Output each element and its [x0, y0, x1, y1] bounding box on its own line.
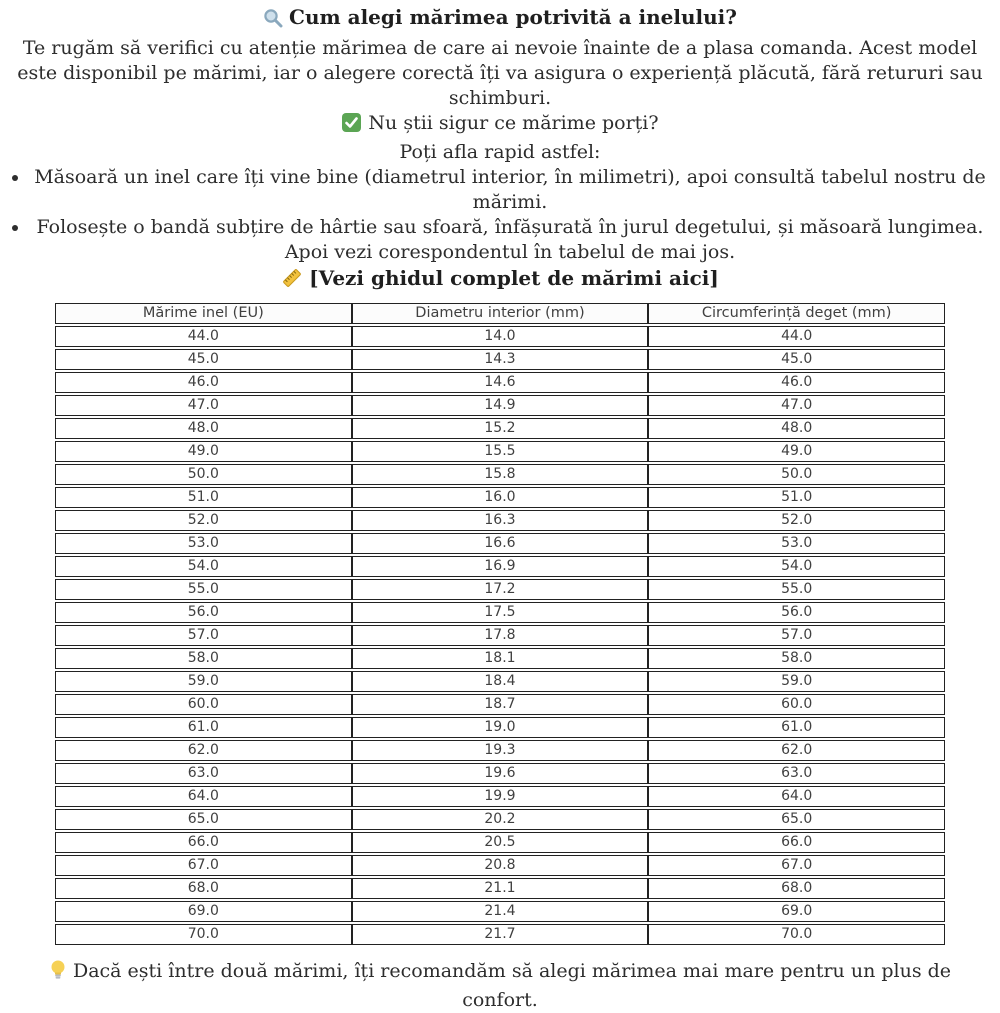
table-row — [55, 556, 945, 577]
table-cell: 15.2 — [352, 418, 649, 439]
table-cell: 66.0 — [648, 832, 945, 853]
table-cell: 14.0 — [352, 326, 649, 347]
table-cell: 59.0 — [55, 671, 352, 692]
table-cell: 18.4 — [352, 671, 649, 692]
table-cell: 54.0 — [55, 556, 352, 577]
header-inner-diameter: Diametru interior (mm) — [352, 303, 649, 324]
table-cell: 51.0 — [648, 487, 945, 508]
table-cell: 49.0 — [648, 441, 945, 462]
table-cell: 46.0 — [55, 372, 352, 393]
table-cell: 69.0 — [648, 901, 945, 922]
size-question-line — [0, 111, 1000, 140]
table-row — [55, 763, 945, 784]
size-table-body — [55, 326, 945, 945]
table-cell: 48.0 — [55, 418, 352, 439]
sizing-tip-text: Dacă ești între două mărimi, îți recomandăm să alegi mărimea mai mare pentru un plus de confort. — [72, 960, 952, 1011]
method-intro: Poți afla rapid astfel: — [399, 141, 601, 163]
table-cell: 51.0 — [55, 487, 352, 508]
table-cell: 59.0 — [648, 671, 945, 692]
table-row — [55, 786, 945, 807]
table-cell: 66.0 — [55, 832, 352, 853]
table-cell: 14.6 — [352, 372, 649, 393]
table-row — [55, 533, 945, 554]
table-cell: 21.1 — [352, 878, 649, 899]
table-cell: 52.0 — [648, 510, 945, 531]
magnifier-icon — [263, 8, 283, 34]
table-row — [55, 510, 945, 531]
check-icon — [341, 112, 362, 140]
table-cell: 56.0 — [55, 602, 352, 623]
table-cell: 48.0 — [648, 418, 945, 439]
table-row — [55, 418, 945, 439]
size-question-text: Nu știi sigur ce mărime porți? — [368, 112, 659, 134]
table-cell: 44.0 — [55, 326, 352, 347]
table-cell: 53.0 — [648, 533, 945, 554]
table-row — [55, 717, 945, 738]
table-cell: 64.0 — [648, 786, 945, 807]
sizing-tip — [0, 959, 1000, 1013]
table-cell: 58.0 — [55, 648, 352, 669]
table-cell: 19.3 — [352, 740, 649, 761]
table-cell: 18.1 — [352, 648, 649, 669]
page-title — [0, 4, 1000, 34]
table-row — [55, 625, 945, 646]
table-row — [55, 464, 945, 485]
table-cell: 19.6 — [352, 763, 649, 784]
header-finger-circumference: Circumferință deget (mm) — [648, 303, 945, 324]
table-cell: 21.7 — [352, 924, 649, 945]
table-cell: 63.0 — [648, 763, 945, 784]
table-cell: 64.0 — [55, 786, 352, 807]
table-row — [55, 326, 945, 347]
table-cell: 21.4 — [352, 901, 649, 922]
table-cell: 57.0 — [55, 625, 352, 646]
table-cell: 60.0 — [648, 694, 945, 715]
table-row — [55, 694, 945, 715]
instruction-item-measure-ring: • Măsoară un inel care îți vine bine (diametrul interior, în milimetri), apoi consultă tabelul nostru de mărimi. — [30, 165, 990, 215]
table-row — [55, 441, 945, 462]
table-cell: 68.0 — [648, 878, 945, 899]
table-row — [55, 395, 945, 416]
table-cell: 67.0 — [55, 855, 352, 876]
table-cell: 17.5 — [352, 602, 649, 623]
ring-size-table — [55, 301, 945, 947]
table-cell: 18.7 — [352, 694, 649, 715]
table-row — [55, 487, 945, 508]
page-title-text: Cum alegi mărimea potrivită a inelului? — [289, 5, 737, 29]
table-cell: 65.0 — [648, 809, 945, 830]
table-cell: 45.0 — [55, 349, 352, 370]
table-row — [55, 832, 945, 853]
table-cell: 47.0 — [55, 395, 352, 416]
table-row — [55, 740, 945, 761]
table-cell: 56.0 — [648, 602, 945, 623]
table-cell: 19.0 — [352, 717, 649, 738]
table-cell: 50.0 — [55, 464, 352, 485]
table-row — [55, 924, 945, 945]
table-row — [55, 372, 945, 393]
table-cell: 53.0 — [55, 533, 352, 554]
table-cell: 67.0 — [648, 855, 945, 876]
intro-paragraph: Te rugăm să verifici cu atenție mărimea de care ai nevoie înainte de a plasa comanda. Acest model este disponibil pe mărimi, iar o alegere corectă îți va asigura o experiență plăcută, fără retururi sau schimburi. — [17, 37, 983, 109]
table-cell: 54.0 — [648, 556, 945, 577]
table-cell: 49.0 — [55, 441, 352, 462]
table-cell: 19.9 — [352, 786, 649, 807]
table-cell: 68.0 — [55, 878, 352, 899]
table-cell: 70.0 — [648, 924, 945, 945]
table-row — [55, 579, 945, 600]
table-cell: 46.0 — [648, 372, 945, 393]
ruler-icon — [281, 267, 303, 295]
table-cell: 16.9 — [352, 556, 649, 577]
header-ring-size-eu: Mărime inel (EU) — [55, 303, 352, 324]
table-cell: 15.5 — [352, 441, 649, 462]
size-guide-link[interactable] — [0, 265, 1000, 295]
table-cell: 20.2 — [352, 809, 649, 830]
table-cell: 15.8 — [352, 464, 649, 485]
table-row — [55, 349, 945, 370]
table-cell: 45.0 — [648, 349, 945, 370]
table-row — [55, 901, 945, 922]
table-cell: 65.0 — [55, 809, 352, 830]
table-row — [55, 671, 945, 692]
table-cell: 16.3 — [352, 510, 649, 531]
table-cell: 52.0 — [55, 510, 352, 531]
table-cell: 55.0 — [648, 579, 945, 600]
table-cell: 20.8 — [352, 855, 649, 876]
table-cell: 14.9 — [352, 395, 649, 416]
instruction-list — [0, 165, 1000, 265]
table-cell: 69.0 — [55, 901, 352, 922]
table-cell: 16.0 — [352, 487, 649, 508]
table-cell: 47.0 — [648, 395, 945, 416]
table-cell: 61.0 — [648, 717, 945, 738]
table-cell: 63.0 — [55, 763, 352, 784]
table-cell: 61.0 — [55, 717, 352, 738]
table-cell: 62.0 — [55, 740, 352, 761]
table-cell: 57.0 — [648, 625, 945, 646]
table-cell: 44.0 — [648, 326, 945, 347]
table-cell: 62.0 — [648, 740, 945, 761]
table-row — [55, 878, 945, 899]
table-cell: 55.0 — [55, 579, 352, 600]
table-cell: 70.0 — [55, 924, 352, 945]
table-row — [55, 648, 945, 669]
table-cell: 58.0 — [648, 648, 945, 669]
table-header-row — [55, 303, 945, 324]
table-row — [55, 809, 945, 830]
table-cell: 16.6 — [352, 533, 649, 554]
table-cell: 60.0 — [55, 694, 352, 715]
table-cell: 50.0 — [648, 464, 945, 485]
table-row — [55, 602, 945, 623]
size-guide-link-text: [Vezi ghidul complet de mărimi aici] — [309, 266, 719, 290]
size-table-head — [55, 303, 945, 324]
table-cell: 14.3 — [352, 349, 649, 370]
table-row — [55, 855, 945, 876]
table-cell: 17.2 — [352, 579, 649, 600]
bulb-icon — [49, 959, 67, 988]
table-cell: 20.5 — [352, 832, 649, 853]
instruction-item-paper-band: • Folosește o bandă subțire de hârtie sau sfoară, înfășurată în jurul degetului, și măsoară lungimea. Apoi vezi corespondentul în tabelul de mai jos. — [30, 215, 990, 265]
table-cell: 17.8 — [352, 625, 649, 646]
